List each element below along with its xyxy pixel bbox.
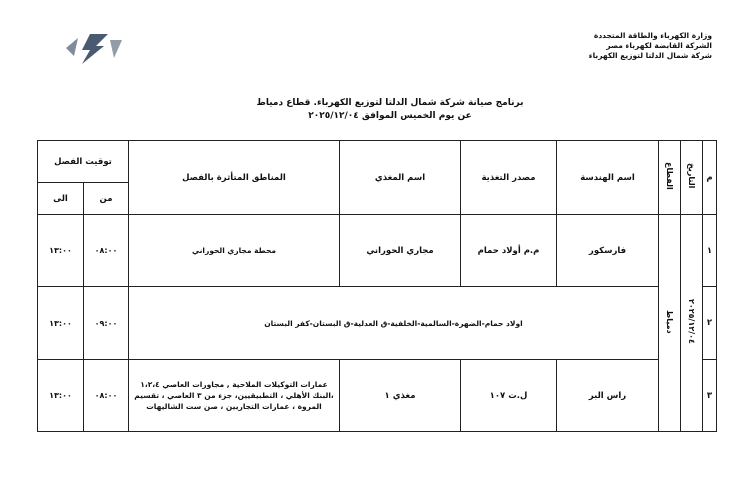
company-name: شركة شمال الدلتا لتوزيع الكهرباء — [588, 51, 712, 60]
maintenance-table — [37, 140, 717, 432]
sector-cell: دمياط — [659, 215, 681, 432]
source-cell: م.م أولاد حمام — [461, 215, 557, 287]
header-cut-time: توقيت الفصل — [38, 141, 129, 183]
areas-line: ،البنك الأهلي ، التطبيقيين، جزء من ٣ العاصي ، تقسيم — [134, 391, 334, 400]
header-feeder: اسم المغذي — [340, 141, 461, 215]
ministry-header — [492, 31, 712, 61]
engineering-cell: فارسكور — [557, 215, 659, 287]
table-row — [38, 215, 717, 287]
ministry-name: وزارة الكهرباء والطاقة المتجددة — [593, 31, 712, 40]
header-engineering: اسم الهندسة — [557, 141, 659, 215]
document-title — [200, 97, 580, 123]
to-time: ١٣:٠٠ — [38, 360, 84, 432]
from-time: ٠٩:٠٠ — [84, 287, 129, 360]
areas-line: عمارات التوكيلات الملاحية , مجاورات العاصي ١،٢،٤ — [140, 380, 328, 389]
merged-areas-cell: اولاد حمام-الضهرة-السالمية-الخلفية-ق العدلية-ق البستان-كفر البستان — [129, 287, 659, 360]
header-date: التاريخ — [681, 141, 703, 215]
company-logo-icon — [60, 30, 130, 72]
to-time: ١٣:٠٠ — [38, 287, 84, 360]
title-line-2: عن يوم الخميس الموافق ٢٠٢٥/١٢/٠٤ — [308, 111, 472, 121]
areas-line: المروة ، عمارات التجاريين ، صن ست الشاليهات — [146, 402, 322, 411]
header-to: الى — [38, 183, 84, 215]
source-cell: ل.ت ١٠٧ — [461, 360, 557, 432]
feeder-cell: مغذي ١ — [340, 360, 461, 432]
areas-cell: محطة مجاري الحوراني — [129, 215, 340, 287]
engineering-cell: راس البر — [557, 360, 659, 432]
title-line-1: برنامج صيانة شركة شمال الدلتا لتوزيع الكهرباء. قطاع دمياط — [256, 98, 524, 108]
row-num: ١ — [703, 215, 717, 287]
feeder-cell: مجاري الحوراني — [340, 215, 461, 287]
areas-cell — [129, 360, 340, 432]
from-time: ٠٨:٠٠ — [84, 215, 129, 287]
holding-company-name: الشركة القابضة لكهرباء مصر — [606, 41, 712, 50]
header-areas: المناطق المتأثرة بالفصل — [129, 141, 340, 215]
from-time: ٠٨:٠٠ — [84, 360, 129, 432]
row-num: ٣ — [703, 360, 717, 432]
row-num: ٢ — [703, 287, 717, 360]
header-from: من — [84, 183, 129, 215]
table-row — [38, 287, 717, 360]
table-row — [38, 360, 717, 432]
date-cell: ٢٠٢٥/١٢/٠٤ — [681, 215, 703, 432]
header-sector: القطاع — [659, 141, 681, 215]
header-source: مصدر التغذية — [461, 141, 557, 215]
header-num: م — [703, 141, 717, 215]
to-time: ١٣:٠٠ — [38, 215, 84, 287]
